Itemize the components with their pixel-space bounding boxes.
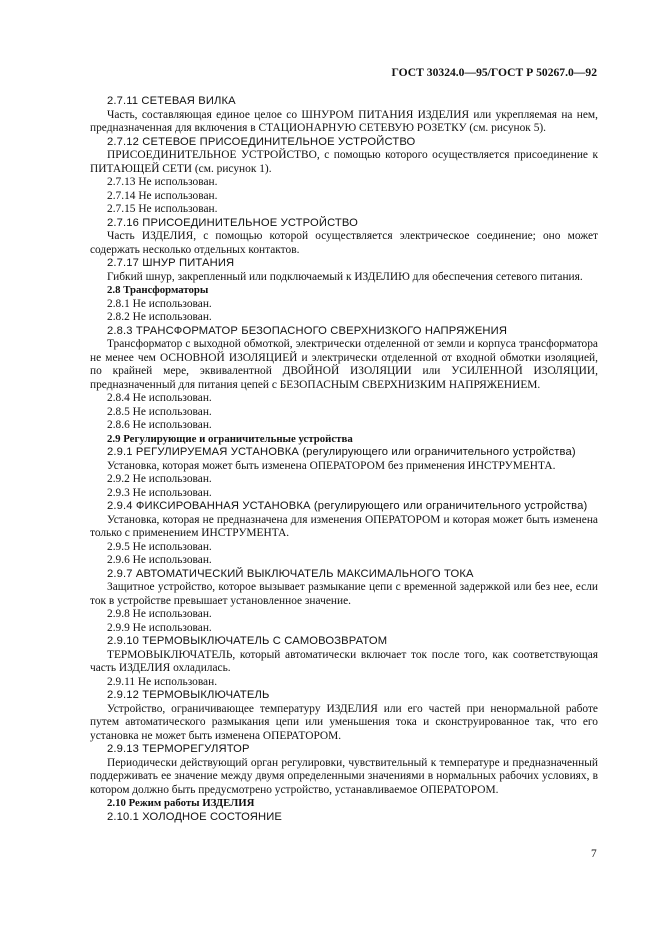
paragraph: Установка, которая не предназначена для изменения ОПЕРАТОРОМ и которая может быть изменена только с применением ИНСТРУМЕНТА. [90,513,598,539]
section-heading: 2.10 Режим работы ИЗДЕЛИЯ [107,797,255,809]
paragraph: Часть ИЗДЕЛИЯ, с помощью которой осуществляется электрическое соединение; оно может содержать несколько отдельных контактов. [90,230,598,256]
document-body [90,95,598,824]
term-heading: 2.7.12 СЕТЕВОЕ ПРИСОЕДИНИТЕЛЬНОЕ УСТРОЙСТВО [107,135,416,148]
paragraph: ТЕРМОВЫКЛЮЧАТЕЛЬ, который автоматически включает ток после того, как соответствующая часть ИЗДЕЛИЯ охладилась. [90,648,598,674]
term-heading: 2.9.10 ТЕРМОВЫКЛЮЧАТЕЛЬ С САМОВОЗВРАТОМ [107,635,388,647]
term-heading: 2.7.16 ПРИСОЕДИНИТЕЛЬНОЕ УСТРОЙСТВО [107,216,359,229]
paragraph: 2.8.6 Не использован. [107,419,212,431]
section-heading: 2.9 Регулирующие и ограничительные устройства [107,432,353,445]
paragraph: 2.9.9 Не использован. [107,621,212,634]
term-heading: 2.9.7 АВТОМАТИЧЕСКИЙ ВЫКЛЮЧАТЕЛЬ МАКСИМАЛЬНОГО ТОКА [107,567,474,580]
term-heading: 2.9.13 ТЕРМОРЕГУЛЯТОР [107,743,250,755]
paragraph: 2.9.3 Не использован. [107,486,212,499]
term-heading: 2.9.4 ФИКСИРОВАННАЯ УСТАНОВКА (регулирующего или ограничительного устройства) [107,500,588,512]
paragraph: ПРИСОЕДИНИТЕЛЬНОЕ УСТРОЙСТВО, с помощью которого осуществляется присоединение к ПИТАЮЩЕЙ СЕТИ (см. рисунок 1). [90,149,598,175]
standard-header: ГОСТ 30324.0—95/ГОСТ Р 50267.0—92 [391,66,597,79]
page-number: 7 [591,848,597,860]
paragraph: 2.9.6 Не использован. [107,554,212,566]
paragraph: Трансформатор с выходной обмоткой, электрически отделенной от земли и корпуса трансформатора не менее чем ОСНОВНОЙ ИЗОЛЯЦИЕЙ и электрически отделенной от входной обмотки изоляцией, по крайней мере, эквивалентной ДВОЙНОЙ ИЗОЛЯЦИИ или УСИЛЕННОЙ ИЗОЛЯЦИИ, предназначенный для питания цепей с БЕЗОПАСНЫМ СВЕРХНИЗКИМ НАПРЯЖЕНИЕМ. [90,338,598,391]
paragraph: 2.9.2 Не использован. [107,473,212,485]
paragraph: 2.8.5 Не использован. [107,405,212,418]
paragraph: 2.9.5 Не использован. [107,540,212,553]
paragraph: 2.7.15 Не использован. [107,203,218,215]
paragraph: 2.9.11 Не использован. [107,675,218,688]
term-heading: 2.7.17 ШНУР ПИТАНИЯ [107,257,235,269]
paragraph: Периодически действующий орган регулировки, чувствительный к температуре и предназначенный поддерживать ее значение между двумя определенными значениями в нормальных рабочих условиях, в котором должно быть предусмотрено устройство, устанавливаемое ОПЕРАТОРОМ. [90,756,598,796]
term-heading: 2.9.12 ТЕРМОВЫКЛЮЧАТЕЛЬ [107,689,270,701]
paragraph: 2.8.4 Не использован. [107,392,212,404]
paragraph: 2.9.8 Не использован. [107,608,212,620]
paragraph: Защитное устройство, которое вызывает размыкание цепи с временной задержкой или без нее, если ток в устройстве превышает установленное значение. [90,581,598,607]
paragraph: Часть, составляющая единое целое со ШНУРОМ ПИТАНИЯ ИЗДЕЛИЯ или укрепляемая на нем, предназначенная для включения в СТАЦИОНАРНУЮ СЕТЕВУЮ РОЗЕТКУ (см. рисунок 5). [90,108,598,134]
paragraph: 2.7.13 Не использован. [107,176,218,188]
term-heading: 2.8.3 ТРАНСФОРМАТОР БЕЗОПАСНОГО СВЕРХНИЗКОГО НАПРЯЖЕНИЯ [107,324,508,337]
paragraph: 2.7.14 Не использован. [107,189,218,202]
paragraph: 2.8.1 Не использован. [107,297,212,310]
term-heading: 2.7.11 СЕТЕВАЯ ВИЛКА [107,95,236,107]
paragraph: Установка, которая может быть изменена ОПЕРАТОРОМ без применения ИНСТРУМЕНТА. [107,459,556,472]
paragraph: 2.8.2 Не использован. [107,311,212,323]
term-heading: 2.9.1 РЕГУЛИРУЕМАЯ УСТАНОВКА (регулирующего или ограничительного устройства) [107,446,576,458]
term-heading: 2.10.1 ХОЛОДНОЕ СОСТОЯНИЕ [107,810,283,823]
paragraph: Гибкий шнур, закрепленный или подключаемый к ИЗДЕЛИЮ для обеспечения сетевого питания. [107,270,583,283]
section-heading: 2.8 Трансформаторы [107,284,209,296]
paragraph: Устройство, ограничивающее температуру ИЗДЕЛИЯ или его частей при ненормальной работе путем автоматического размыкания цепи или уменьшения тока и сконструированное так, что его установка не может быть изменена ОПЕРАТОРОМ. [90,702,598,742]
